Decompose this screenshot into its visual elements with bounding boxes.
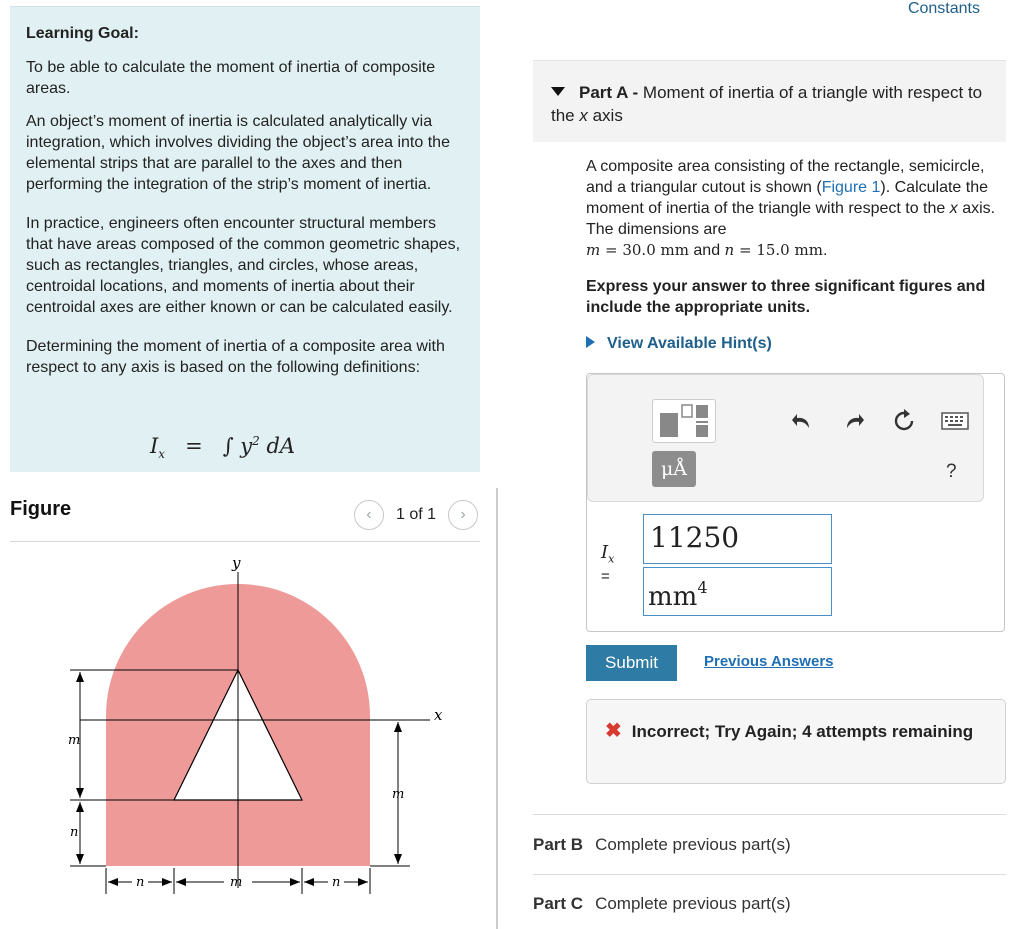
undo-icon[interactable] xyxy=(790,409,814,433)
view-hints-toggle[interactable]: View Available Hint(s) xyxy=(586,335,772,353)
dim-label-n-left: n xyxy=(70,825,79,840)
next-figure-button[interactable] xyxy=(448,500,478,530)
part-a-label: Part A - xyxy=(579,83,643,102)
separator xyxy=(533,874,1006,875)
units-button[interactable]: μÅ xyxy=(652,451,696,487)
part-c-row[interactable]: Part C Complete previous part(s) xyxy=(533,894,791,913)
figure-title: Figure xyxy=(10,498,72,520)
goal-paragraph-2: An object’s moment of inertia is calculated analytically via integration, which involves dividing the object’s area into the elemental strips that are parallel to the axes and then performing the integration of the strip’s moment of inertia. xyxy=(26,113,450,193)
express-instructions: Express your answer to three significant figures and include the appropriate units. xyxy=(586,278,986,316)
dim-label-m-bottom: m xyxy=(230,875,243,890)
answer-value-input[interactable]: 11250 xyxy=(643,514,832,564)
constants-link[interactable]: Constants xyxy=(907,0,980,17)
templates-icon xyxy=(658,403,710,439)
learning-goal-panel xyxy=(10,6,480,472)
previous-answers-link[interactable]: Previous Answers xyxy=(704,653,834,670)
figure-pager xyxy=(354,500,478,530)
x-axis-label: x xyxy=(434,706,443,724)
panel-divider xyxy=(496,488,498,929)
figure-header xyxy=(10,496,480,542)
inertia-equation: $I_x$ = ∫ $y^2$ dA xyxy=(150,434,296,462)
answer-equals: = xyxy=(601,568,610,585)
composite-area-figure xyxy=(10,548,480,908)
dim-label-n-bottom-right: n xyxy=(332,875,341,890)
feedback-message: ✖ Incorrect; Try Again; 4 attempts remaining xyxy=(586,699,1006,784)
pager-label: 1 of 1 xyxy=(395,506,436,523)
expand-triangle-icon xyxy=(586,336,595,348)
prev-figure-button[interactable] xyxy=(354,500,384,530)
answer-box xyxy=(586,373,1005,632)
learning-goal-heading: Learning Goal: xyxy=(26,25,139,42)
goal-paragraph-1: To be able to calculate the moment of inertia of composite areas. xyxy=(26,59,436,97)
submit-button[interactable]: Submit xyxy=(586,645,677,681)
goal-paragraph-4: Determining the moment of inertia of a composite area with respect to any axis is based on the following definitions: xyxy=(26,338,445,376)
separator xyxy=(533,814,1006,815)
help-button[interactable]: ? xyxy=(946,461,957,482)
keyboard-icon[interactable] xyxy=(940,409,970,433)
dim-label-m-right: m xyxy=(392,787,405,802)
problem-statement: A composite area consisting of the rectangle, semicircle, and a triangular cutout is shown (Figure 1). Calculate the moment of inertia of the triangle with respect to the x axis. The dimensions are m = 30.0 mm and n = 15.0 mm. xyxy=(586,158,996,259)
chevron-right-icon: › xyxy=(460,506,466,523)
figure-1-link[interactable]: Figure 1 xyxy=(821,179,881,196)
chevron-left-icon: ‹ xyxy=(366,506,372,523)
reset-icon[interactable] xyxy=(892,409,916,433)
templates-button[interactable] xyxy=(652,399,716,443)
dim-label-n-bottom-left: n xyxy=(136,875,145,890)
answer-unit-input[interactable]: $mm^4$ xyxy=(643,567,832,616)
part-a-header[interactable]: Part A - Moment of inertia of a triangle with respect to the x axis xyxy=(533,60,1006,142)
math-toolbar xyxy=(587,374,984,502)
part-b-row[interactable]: Part B Complete previous part(s) xyxy=(533,835,791,854)
redo-icon[interactable] xyxy=(842,409,866,433)
answer-variable-label: $I_x$ xyxy=(601,542,615,566)
collapse-triangle-icon xyxy=(551,87,565,96)
error-x-icon: ✖ xyxy=(605,720,622,742)
goal-paragraph-3: In practice, engineers often encounter structural members that have areas composed of the common geometric shapes, such as rectangles, triangles, and circles, whose areas, centroidal locations, and moments of inertia about their centroidal axes are either known or can be calculated easily. xyxy=(26,215,461,316)
y-axis-label: y xyxy=(232,554,241,572)
dim-label-m-left: m xyxy=(68,733,81,748)
